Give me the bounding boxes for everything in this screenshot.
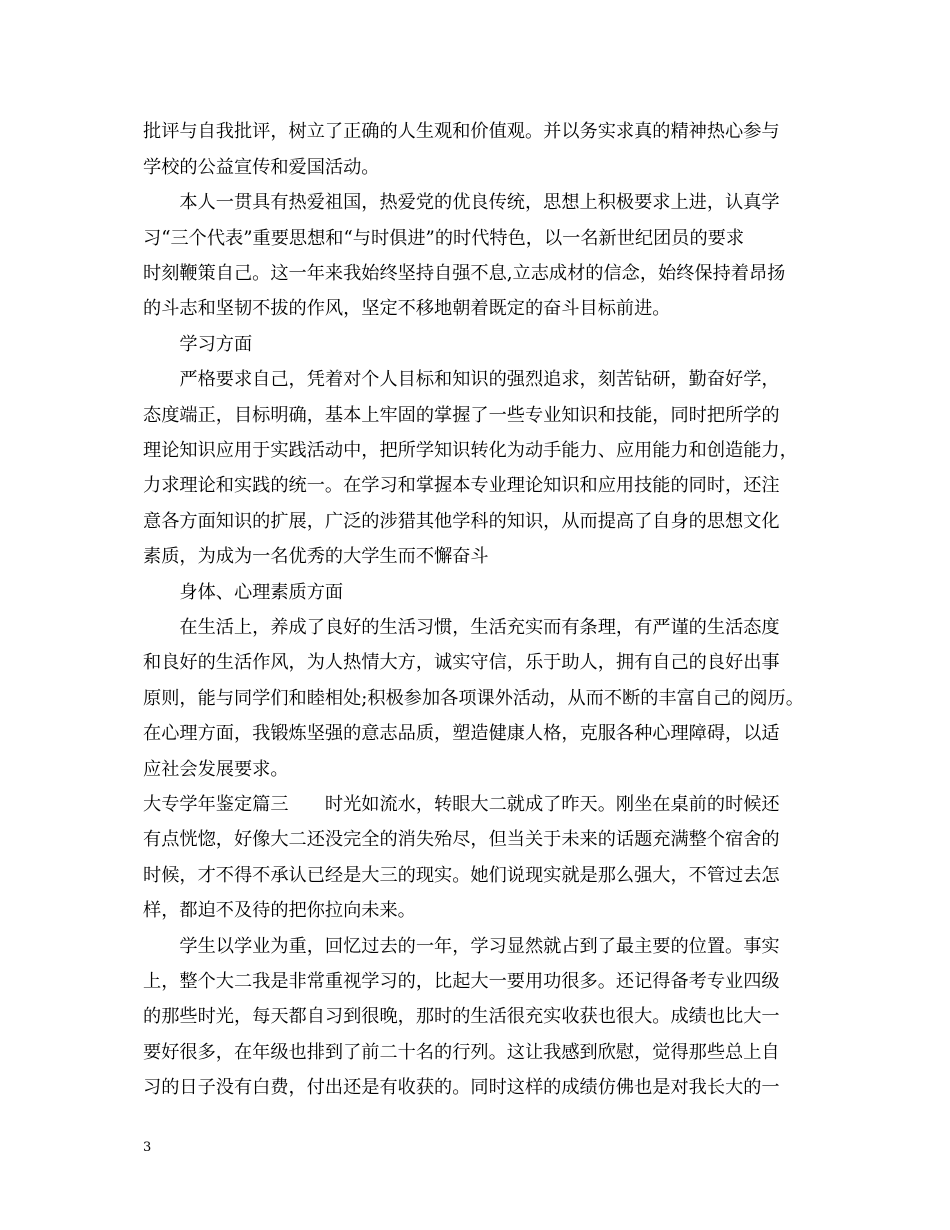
text-line: 学生以学业为重，回忆过去的一年，学习显然就占到了最主要的位置。事实 [143, 936, 780, 957]
text-line: 严格要求自己，凭着对个人目标和知识的强烈追求，刻苦钻研，勤奋好学， [143, 369, 780, 390]
text-line: 的那些时光，每天都自习到很晚，那时的生活很充实收获也很大。成绩也比大一 [143, 1006, 780, 1027]
text-line: 要好很多，在年级也排到了前二十名的行列。这让我感到欣慰，觉得那些总上自 [143, 1042, 780, 1063]
text-line: 样，都迫不及待的把你拉向未来。 [143, 900, 416, 921]
text-line: 态度端正，目标明确，基本上牢固的掌握了一些专业知识和技能，同时把所学的 [143, 405, 780, 426]
text-line: 的斗志和坚韧不拔的作风，坚定不移地朝着既定的奋斗目标前进。 [143, 298, 671, 319]
page-number: 3 [143, 1140, 152, 1155]
text-line: 在生活上，养成了良好的生活习惯，生活充实而有条理，有严谨的生活态度 [143, 617, 780, 638]
text-line: 时刻鞭策自己。这一年来我始终坚持自强不息,立志成材的信念，始终保持着昂扬 [143, 263, 786, 284]
text-line: 应社会发展要求。 [143, 759, 289, 780]
section-heading: 身体、心理素质方面 [143, 582, 344, 603]
text-line: 学校的公益宣传和爱国活动。 [143, 157, 380, 178]
text-line: 原则，能与同学们和睦相处;积极参加各项课外活动，从而不断的丰富自己的阅历。 [143, 688, 804, 709]
text-line: 上，整个大二我是非常重视学习的，比起大一要用功很多。还记得备考专业四级 [143, 971, 780, 992]
section-heading: 学习方面 [143, 334, 253, 355]
text-line: 大专学年鉴定篇三 时光如流水，转眼大二就成了昨天。刚坐在桌前的时候还 [143, 794, 780, 815]
text-line: 本人一贯具有热爱祖国，热爱党的优良传统，思想上积极要求上进，认真学 [143, 192, 780, 213]
text-line: 力求理论和实践的统一。在学习和掌握本专业理论知识和应用技能的同时，还注 [143, 475, 780, 496]
text-line: 习的日子没有白费，付出还是有收获的。同时这样的成绩仿佛也是对我长大的一 [143, 1077, 780, 1098]
text-line: 在心理方面，我锻炼坚强的意志品质，塑造健康人格，克服各种心理障碍，以适 [143, 723, 780, 744]
text-line: 习“三个代表”重要思想和“与时俱进”的时代特色，以一名新世纪团员的要求 [143, 228, 745, 249]
text-line: 有点恍惚，好像大二还没完全的消失殆尽，但当关于未来的话题充满整个宿舍的 [143, 829, 780, 850]
text-line: 素质，为成为一名优秀的大学生而不懈奋斗 [143, 546, 489, 567]
text-line: 理论知识应用于实践活动中，把所学知识转化为动手能力、应用能力和创造能力， [143, 440, 798, 461]
text-line: 和良好的生活作风，为人热情大方，诚实守信，乐于助人，拥有自己的良好出事 [143, 652, 780, 673]
text-line: 意各方面知识的扩展，广泛的涉猎其他学科的知识，从而提高了自身的思想文化 [143, 511, 780, 532]
text-line: 批评与自我批评，树立了正确的人生观和价值观。并以务实求真的精神热心参与 [143, 121, 780, 142]
text-line: 时候，才不得不承认已经是大三的现实。她们说现实就是那么强大，不管过去怎 [143, 865, 780, 886]
